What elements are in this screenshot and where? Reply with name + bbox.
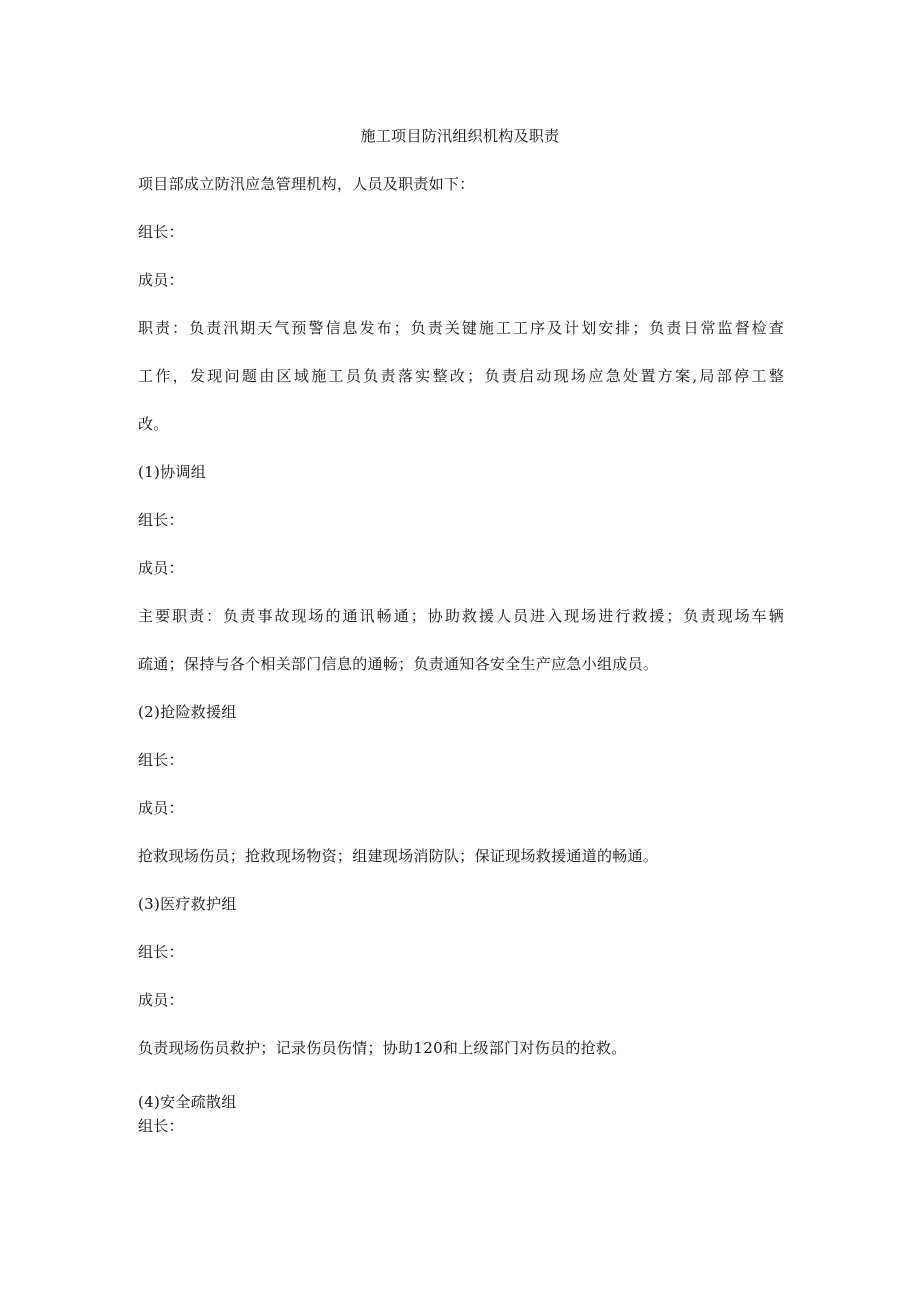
group-coordination-duty-line-2: 疏通；保持与各个相关部门信息的通畅；负责通知各安全生产应急小组成员。 <box>138 655 659 673</box>
group-heading-coordination: (1)协调组 <box>138 463 207 481</box>
main-duty-line-3: 改。 <box>138 415 169 433</box>
group-coordination-duty-line-1: 主要职责：负责事故现场的通讯畅通；协助救援人员进入现场进行救援；负责现场车辆 <box>138 607 784 625</box>
group-heading-medical: (3)医疗救护组 <box>138 895 237 913</box>
group-evacuation-leader: 组长： <box>138 1117 184 1135</box>
intro-paragraph: 项目部成立防汛应急管理机构，人员及职责如下： <box>138 175 475 193</box>
main-duty-line-2: 工作，发现问题由区域施工员负责落实整改；负责启动现场应急处置方案,局部停工整 <box>138 367 784 385</box>
group-medical-members: 成员： <box>138 991 184 1009</box>
main-duty-line-1: 职责：负责汛期天气预警信息发布；负责关键施工工序及计划安排；负责日常监督检查 <box>138 319 784 337</box>
group-rescue-duty-line-1: 抢救现场伤员；抢救现场物资；组建现场消防队；保证现场救援通道的畅通。 <box>138 847 659 865</box>
group-rescue-leader: 组长： <box>138 751 184 769</box>
group-heading-evacuation: (4)安全疏散组 <box>138 1093 237 1111</box>
group-coordination-members: 成员： <box>138 559 184 577</box>
group-coordination-leader: 组长： <box>138 511 184 529</box>
group-medical-duty-line-1: 负责现场伤员救护；记录伤员伤情；协助120和上级部门对伤员的抢救。 <box>138 1039 627 1057</box>
main-members-label: 成员： <box>138 271 184 289</box>
main-leader-label: 组长： <box>138 223 184 241</box>
group-medical-leader: 组长： <box>138 943 184 961</box>
page-title: 施工项目防汛组织机构及职责 <box>360 127 560 145</box>
group-heading-rescue: (2)抢险救援组 <box>138 703 237 721</box>
group-rescue-members: 成员： <box>138 799 184 817</box>
